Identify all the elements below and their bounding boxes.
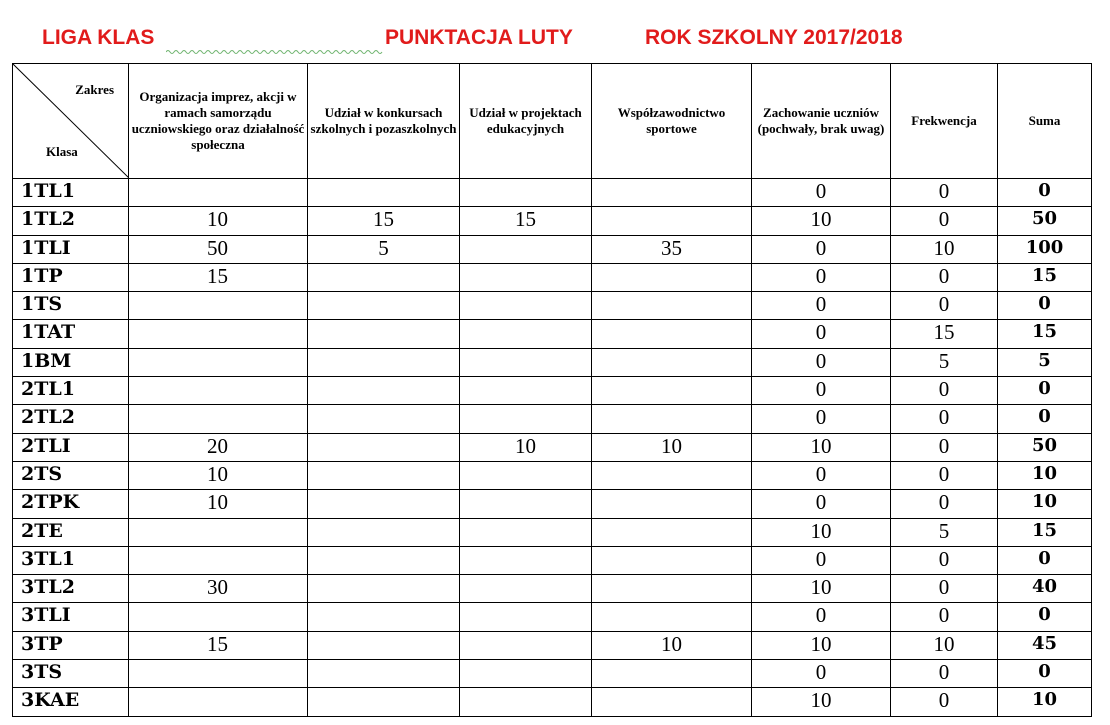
- table-row: [13, 377, 1092, 405]
- cell-klasa: 1TL2: [13, 207, 129, 235]
- cell-frekwencja: 0: [891, 207, 998, 235]
- table-row: [13, 631, 1092, 659]
- cell-projekty: [460, 603, 592, 631]
- cell-zachowanie: 0: [752, 405, 891, 433]
- table-row: [13, 207, 1092, 235]
- cell-konkursy: [308, 518, 460, 546]
- cell-zachowanie: 0: [752, 546, 891, 574]
- cell-konkursy: [308, 263, 460, 291]
- cell-zachowanie: 0: [752, 320, 891, 348]
- cell-sport: [592, 405, 752, 433]
- corner-zakres-label: Zakres: [75, 82, 114, 97]
- spellcheck-underline: [166, 49, 384, 55]
- cell-frekwencja: 0: [891, 603, 998, 631]
- cell-organizacja: 10: [129, 461, 308, 489]
- cell-konkursy: [308, 348, 460, 376]
- table-row: [13, 292, 1092, 320]
- cell-klasa: 2TPK: [13, 490, 129, 518]
- cell-organizacja: [129, 518, 308, 546]
- cell-suma: 10: [998, 461, 1092, 489]
- cell-zachowanie: 10: [752, 518, 891, 546]
- cell-projekty: [460, 405, 592, 433]
- cell-konkursy: [308, 320, 460, 348]
- cell-projekty: [460, 320, 592, 348]
- cell-sport: [592, 490, 752, 518]
- cell-klasa: 3TLI: [13, 603, 129, 631]
- cell-organizacja: 15: [129, 631, 308, 659]
- cell-suma: 40: [998, 575, 1092, 603]
- cell-suma: 15: [998, 263, 1092, 291]
- cell-klasa: 2TS: [13, 461, 129, 489]
- table-row: [13, 348, 1092, 376]
- cell-frekwencja: 0: [891, 688, 998, 716]
- cell-sport: 10: [592, 433, 752, 461]
- cell-organizacja: [129, 546, 308, 574]
- cell-konkursy: [308, 461, 460, 489]
- cell-sport: [592, 207, 752, 235]
- cell-suma: 50: [998, 207, 1092, 235]
- cell-suma: 0: [998, 546, 1092, 574]
- cell-projekty: 10: [460, 433, 592, 461]
- cell-zachowanie: 10: [752, 207, 891, 235]
- cell-organizacja: [129, 688, 308, 716]
- cell-suma: 0: [998, 603, 1092, 631]
- cell-konkursy: [308, 490, 460, 518]
- cell-sport: [592, 688, 752, 716]
- cell-suma: 45: [998, 631, 1092, 659]
- cell-organizacja: 10: [129, 207, 308, 235]
- column-header-organizacja: Organizacja imprez, akcji w ramach samorządu uczniowskiego oraz działalność społeczna: [129, 64, 308, 179]
- cell-klasa: 2TL1: [13, 377, 129, 405]
- title-rok-szkolny: ROK SZKOLNY 2017/2018: [645, 26, 903, 49]
- cell-projekty: [460, 490, 592, 518]
- cell-zachowanie: 0: [752, 461, 891, 489]
- corner-cell: [13, 64, 129, 179]
- cell-suma: 50: [998, 433, 1092, 461]
- cell-organizacja: [129, 292, 308, 320]
- cell-projekty: [460, 292, 592, 320]
- cell-frekwencja: 0: [891, 263, 998, 291]
- table-row: [13, 461, 1092, 489]
- cell-projekty: 15: [460, 207, 592, 235]
- cell-sport: [592, 377, 752, 405]
- cell-organizacja: 50: [129, 235, 308, 263]
- cell-klasa: 3TL1: [13, 546, 129, 574]
- cell-sport: [592, 603, 752, 631]
- column-header-konkursy: Udział w konkursach szkolnych i pozaszkolnych: [308, 64, 460, 179]
- header-row: [13, 64, 1092, 179]
- cell-projekty: [460, 631, 592, 659]
- cell-sport: [592, 518, 752, 546]
- cell-frekwencja: 10: [891, 631, 998, 659]
- cell-organizacja: 15: [129, 263, 308, 291]
- cell-frekwencja: 0: [891, 546, 998, 574]
- table-row: [13, 235, 1092, 263]
- cell-konkursy: [308, 405, 460, 433]
- title-punktacja: PUNKTACJA LUTY: [385, 26, 573, 49]
- cell-klasa: 3TS: [13, 660, 129, 688]
- cell-klasa: 1BM: [13, 348, 129, 376]
- cell-frekwencja: 0: [891, 660, 998, 688]
- table-row: [13, 546, 1092, 574]
- cell-sport: 10: [592, 631, 752, 659]
- cell-frekwencja: 5: [891, 348, 998, 376]
- cell-projekty: [460, 235, 592, 263]
- table-row: [13, 263, 1092, 291]
- column-header-sport: Współzawodnictwo sportowe: [592, 64, 752, 179]
- cell-zachowanie: 0: [752, 660, 891, 688]
- cell-projekty: [460, 461, 592, 489]
- cell-sport: [592, 292, 752, 320]
- cell-suma: 0: [998, 405, 1092, 433]
- table-row: [13, 320, 1092, 348]
- cell-projekty: [460, 575, 592, 603]
- cell-zachowanie: 10: [752, 575, 891, 603]
- cell-konkursy: [308, 575, 460, 603]
- cell-konkursy: [308, 688, 460, 716]
- cell-organizacja: [129, 603, 308, 631]
- cell-klasa: 1TAT: [13, 320, 129, 348]
- cell-projekty: [460, 518, 592, 546]
- points-table: [12, 63, 1092, 717]
- table-row: [13, 490, 1092, 518]
- cell-zachowanie: 10: [752, 631, 891, 659]
- cell-frekwencja: 0: [891, 575, 998, 603]
- cell-konkursy: [308, 292, 460, 320]
- cell-organizacja: 20: [129, 433, 308, 461]
- cell-frekwencja: 0: [891, 377, 998, 405]
- table-row: [13, 575, 1092, 603]
- cell-klasa: 2TLI: [13, 433, 129, 461]
- title-liga-klas: LIGA KLAS: [42, 26, 155, 49]
- cell-projekty: [460, 377, 592, 405]
- cell-suma: 0: [998, 179, 1092, 207]
- cell-projekty: [460, 660, 592, 688]
- cell-frekwencja: 0: [891, 405, 998, 433]
- cell-zachowanie: 10: [752, 433, 891, 461]
- cell-konkursy: [308, 631, 460, 659]
- cell-suma: 15: [998, 518, 1092, 546]
- cell-zachowanie: 0: [752, 235, 891, 263]
- cell-konkursy: [308, 179, 460, 207]
- cell-organizacja: [129, 405, 308, 433]
- title-bar: [0, 26, 1110, 58]
- cell-konkursy: 15: [308, 207, 460, 235]
- cell-suma: 15: [998, 320, 1092, 348]
- cell-suma: 0: [998, 660, 1092, 688]
- cell-zachowanie: 0: [752, 179, 891, 207]
- cell-sport: [592, 179, 752, 207]
- cell-zachowanie: 0: [752, 292, 891, 320]
- cell-projekty: [460, 688, 592, 716]
- cell-sport: [592, 546, 752, 574]
- cell-suma: 100: [998, 235, 1092, 263]
- column-header-projekty: Udział w projektach edukacyjnych: [460, 64, 592, 179]
- cell-suma: 10: [998, 490, 1092, 518]
- cell-sport: [592, 461, 752, 489]
- table-row: [13, 179, 1092, 207]
- cell-sport: [592, 348, 752, 376]
- cell-zachowanie: 0: [752, 348, 891, 376]
- cell-klasa: 3TP: [13, 631, 129, 659]
- cell-klasa: 1TLI: [13, 235, 129, 263]
- cell-zachowanie: 0: [752, 490, 891, 518]
- table-row: [13, 433, 1092, 461]
- cell-konkursy: [308, 603, 460, 631]
- cell-projekty: [460, 263, 592, 291]
- cell-frekwencja: 15: [891, 320, 998, 348]
- cell-zachowanie: 0: [752, 603, 891, 631]
- cell-klasa: 2TE: [13, 518, 129, 546]
- cell-konkursy: [308, 660, 460, 688]
- cell-projekty: [460, 348, 592, 376]
- cell-klasa: 3KAE: [13, 688, 129, 716]
- cell-sport: [592, 320, 752, 348]
- cell-suma: 5: [998, 348, 1092, 376]
- cell-frekwencja: 10: [891, 235, 998, 263]
- cell-klasa: 2TL2: [13, 405, 129, 433]
- table-row: [13, 405, 1092, 433]
- table-row: [13, 518, 1092, 546]
- cell-sport: [592, 575, 752, 603]
- table-row: [13, 660, 1092, 688]
- corner-klasa-label: Klasa: [46, 144, 78, 159]
- cell-klasa: 3TL2: [13, 575, 129, 603]
- cell-organizacja: [129, 377, 308, 405]
- cell-sport: 35: [592, 235, 752, 263]
- table-row: [13, 603, 1092, 631]
- cell-frekwencja: 0: [891, 433, 998, 461]
- column-header-frekwencja: Frekwencja: [891, 64, 998, 179]
- cell-zachowanie: 0: [752, 377, 891, 405]
- cell-frekwencja: 0: [891, 490, 998, 518]
- cell-konkursy: [308, 546, 460, 574]
- cell-zachowanie: 10: [752, 688, 891, 716]
- cell-frekwencja: 5: [891, 518, 998, 546]
- cell-frekwencja: 0: [891, 292, 998, 320]
- column-header-zachowanie: Zachowanie uczniów (pochwały, brak uwag): [752, 64, 891, 179]
- cell-organizacja: [129, 660, 308, 688]
- cell-organizacja: [129, 179, 308, 207]
- cell-klasa: 1TL1: [13, 179, 129, 207]
- cell-frekwencja: 0: [891, 179, 998, 207]
- cell-suma: 0: [998, 377, 1092, 405]
- cell-sport: [592, 263, 752, 291]
- cell-klasa: 1TS: [13, 292, 129, 320]
- cell-klasa: 1TP: [13, 263, 129, 291]
- cell-organizacja: 10: [129, 490, 308, 518]
- cell-sport: [592, 660, 752, 688]
- cell-projekty: [460, 546, 592, 574]
- cell-frekwencja: 0: [891, 461, 998, 489]
- cell-konkursy: [308, 433, 460, 461]
- cell-konkursy: 5: [308, 235, 460, 263]
- column-header-suma: Suma: [998, 64, 1092, 179]
- cell-organizacja: [129, 320, 308, 348]
- cell-organizacja: [129, 348, 308, 376]
- cell-zachowanie: 0: [752, 263, 891, 291]
- cell-konkursy: [308, 377, 460, 405]
- cell-suma: 10: [998, 688, 1092, 716]
- cell-suma: 0: [998, 292, 1092, 320]
- cell-organizacja: 30: [129, 575, 308, 603]
- table-row: [13, 688, 1092, 716]
- cell-projekty: [460, 179, 592, 207]
